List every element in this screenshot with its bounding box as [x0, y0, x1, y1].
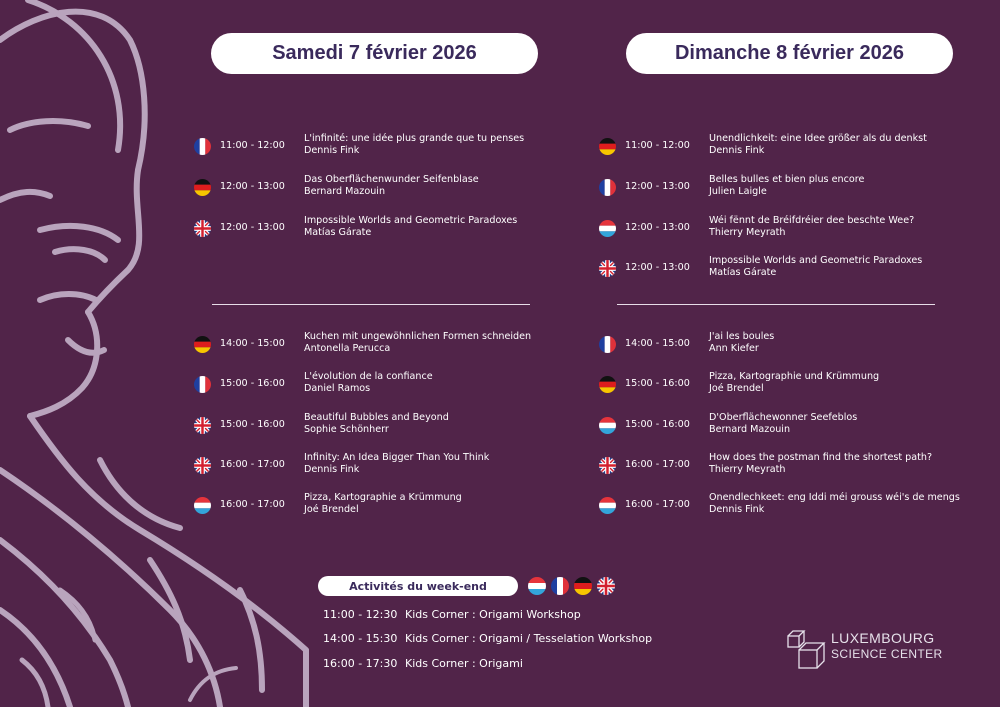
uk-flag-icon [194, 417, 211, 434]
activities-flags [528, 577, 615, 595]
session-time: 15:00 - 16:00 [220, 419, 285, 430]
france-flag-icon [551, 577, 569, 595]
session-speaker: Thierry Meyrath [709, 464, 786, 475]
session-time: 12:00 - 13:00 [625, 181, 690, 192]
session-time: 16:00 - 17:00 [625, 459, 690, 470]
session-row [599, 174, 979, 202]
session-title: Unendlichkeit: eine Idee größer als du denkst [709, 133, 927, 144]
session-title: Impossible Worlds and Geometric Paradoxes [304, 215, 518, 226]
session-row [599, 492, 979, 520]
sunday-heading: Dimanche 8 février 2026 [626, 33, 953, 74]
activities-heading: Activités du week-end [318, 576, 518, 596]
session-time: 14:00 - 15:00 [625, 338, 690, 349]
session-row [194, 452, 574, 480]
luxembourg-flag-icon [528, 577, 546, 595]
session-title: Wéi fënnt de Bréifdréier dee beschte Wee? [709, 215, 915, 226]
session-time: 15:00 - 16:00 [625, 419, 690, 430]
cube-logo-icon [786, 626, 826, 670]
session-time: 11:00 - 12:00 [220, 140, 285, 151]
activity-time: 11:00 - 12:30 [323, 608, 398, 621]
session-title: Infinity: An Idea Bigger Than You Think [304, 452, 490, 463]
session-speaker: Dennis Fink [709, 145, 765, 156]
session-speaker: Bernard Mazouin [304, 186, 386, 197]
session-time: 15:00 - 16:00 [220, 378, 285, 389]
session-speaker: Dennis Fink [709, 504, 765, 515]
session-time: 16:00 - 17:00 [220, 499, 285, 510]
germany-flag-icon [599, 138, 616, 155]
session-title: D'Oberflächewonner Seefeblos [709, 412, 858, 423]
session-speaker: Matías Gárate [304, 227, 372, 238]
session-row [599, 412, 979, 440]
session-title: Beautiful Bubbles and Beyond [304, 412, 449, 423]
session-title: Pizza, Kartographie und Krümmung [709, 371, 880, 382]
session-row [194, 133, 574, 161]
session-time: 15:00 - 16:00 [625, 378, 690, 389]
session-time: 12:00 - 13:00 [625, 222, 690, 233]
saturday-divider [212, 304, 530, 305]
session-row [194, 331, 574, 359]
session-time: 16:00 - 17:00 [220, 459, 285, 470]
session-title: Onendlechkeet: eng Iddi méi grouss wéi's de mengs [709, 492, 960, 503]
session-speaker: Joé Brendel [304, 504, 359, 515]
activity-label: Kids Corner : Origami Workshop [405, 608, 581, 621]
session-title: L'évolution de la confiance [304, 371, 433, 382]
session-row [194, 174, 574, 202]
session-row [599, 133, 979, 161]
session-speaker: Dennis Fink [304, 145, 360, 156]
session-speaker: Thierry Meyrath [709, 227, 786, 238]
luxembourg-science-center-logo [786, 626, 966, 670]
france-flag-icon [599, 179, 616, 196]
session-time: 14:00 - 15:00 [220, 338, 285, 349]
luxembourg-flag-icon [194, 497, 211, 514]
france-flag-icon [194, 138, 211, 155]
session-row [599, 331, 979, 359]
session-speaker: Matías Gárate [709, 267, 777, 278]
session-speaker: Bernard Mazouin [709, 424, 791, 435]
uk-flag-icon [194, 220, 211, 237]
logo-text-line2: SCIENCE CENTER [831, 647, 943, 661]
session-title: Kuchen mit ungewöhnlichen Formen schneiden [304, 331, 532, 342]
germany-flag-icon [599, 376, 616, 393]
session-speaker: Daniel Ramos [304, 383, 371, 394]
session-row [194, 492, 574, 520]
session-speaker: Sophie Schönherr [304, 424, 389, 435]
logo-text-line1: LUXEMBOURG [831, 630, 935, 646]
germany-flag-icon [194, 179, 211, 196]
session-speaker: Julien Laigle [709, 186, 767, 197]
session-row [194, 371, 574, 399]
session-title: Belles bulles et bien plus encore [709, 174, 865, 185]
session-title: Impossible Worlds and Geometric Paradoxes [709, 255, 923, 266]
activity-time: 14:00 - 15:30 [323, 632, 398, 645]
session-time: 12:00 - 13:00 [625, 262, 690, 273]
luxembourg-flag-icon [599, 220, 616, 237]
session-row [194, 215, 574, 243]
uk-flag-icon [599, 260, 616, 277]
germany-flag-icon [574, 577, 592, 595]
session-title: Das Oberflächenwunder Seifenblase [304, 174, 479, 185]
session-row [599, 452, 979, 480]
luxembourg-flag-icon [599, 497, 616, 514]
session-title: L'infinité: une idée plus grande que tu penses [304, 133, 525, 144]
saturday-heading: Samedi 7 février 2026 [211, 33, 538, 74]
uk-flag-icon [599, 457, 616, 474]
session-speaker: Joé Brendel [709, 383, 764, 394]
session-speaker: Dennis Fink [304, 464, 360, 475]
session-title: J'ai les boules [709, 331, 775, 342]
session-title: How does the postman find the shortest path? [709, 452, 933, 463]
session-time: 12:00 - 13:00 [220, 181, 285, 192]
session-speaker: Ann Kiefer [709, 343, 759, 354]
france-flag-icon [194, 376, 211, 393]
uk-flag-icon [597, 577, 615, 595]
session-row [599, 255, 979, 283]
activity-label: Kids Corner : Origami [405, 657, 523, 670]
sunday-divider [617, 304, 935, 305]
session-row [599, 215, 979, 243]
luxembourg-flag-icon [599, 417, 616, 434]
session-speaker: Antonella Perucca [304, 343, 391, 354]
session-time: 16:00 - 17:00 [625, 499, 690, 510]
session-time: 12:00 - 13:00 [220, 222, 285, 233]
session-row [194, 412, 574, 440]
session-title: Pizza, Kartographie a Krümmung [304, 492, 462, 503]
france-flag-icon [599, 336, 616, 353]
session-row [599, 371, 979, 399]
activity-time: 16:00 - 17:30 [323, 657, 398, 670]
activity-label: Kids Corner : Origami / Tesselation Workshop [405, 632, 653, 645]
uk-flag-icon [194, 457, 211, 474]
session-time: 11:00 - 12:00 [625, 140, 690, 151]
germany-flag-icon [194, 336, 211, 353]
